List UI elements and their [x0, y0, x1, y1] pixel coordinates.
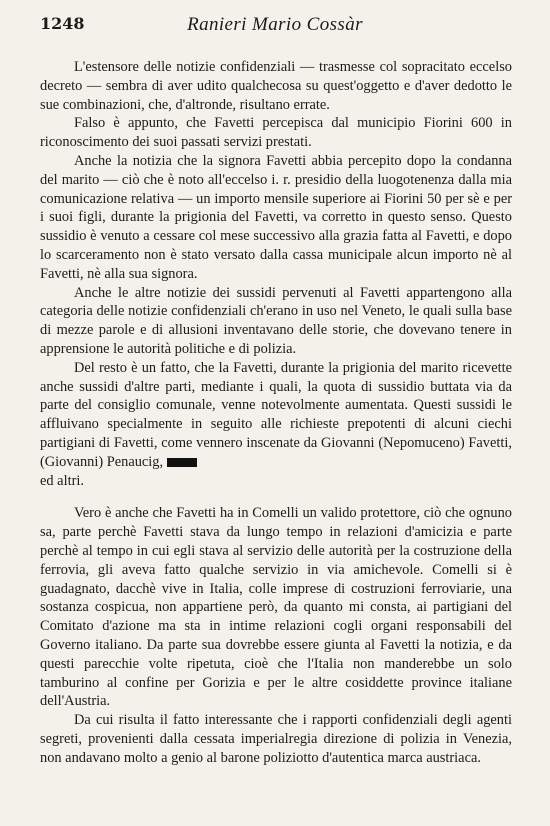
paragraph-1: L'estensore delle notizie confidenziali — trasmesse col sopracitato eccelso decreto — sembra di aver udito qualchecosa su quest'oggetto e d'aver dedotto le sue combinazioni, che, d'altronde, risultano errate. [40, 59, 512, 113]
running-title: Ranieri Mario Cossàr [187, 14, 363, 35]
section-gap [40, 490, 512, 504]
paragraph-3: Anche la notizia che la signora Favetti abbia percepito dopo la condanna del marito — ciò che è noto all'eccelso i. r. presidio della luogotenenza dalla mia comunicazione relativa — un importo mensile superiore ai Fiorini 50 per sè e per i suoi figli, durante la prigionia del Favetti, va corretto in questo senso. Questo sussidio è venuto a cessare col mese successivo alla grazia fatta al Favetti, e dopo lo scarceramento non è stato versato dalla cassa municipale alcun importo nè al Favetti, nè alla sua signora. [40, 152, 512, 282]
paragraph-2: Falso è appunto, che Favetti percepisca dal municipio Fiorini 600 in riconoscimento dei suoi passati servizi prestati. [40, 115, 512, 151]
redaction-mark [167, 458, 197, 467]
paragraph-4: Anche le altre notizie dei sussidi pervenuti al Favetti appartengono alla categoria delle notizie confidenziali ch'erano in uso nel Veneto, le quali sulla base di mezze parole e di allusioni inventavano delle storie, che dovevano tenere in apprensione le autorità politiche e di polizia. [40, 284, 512, 357]
paragraph-5 [40, 359, 512, 472]
paragraph-5-end: ed altri. [40, 472, 84, 489]
page-number: 1248 [40, 14, 85, 33]
paragraph-7: Da cui risulta il fatto interessante che i rapporti confidenziali degli agenti segreti, provenienti dalla cessata imperialregia direzione di polizia in Venezia, non andavano molto a genio al barone poliziotto d'autentica marca austriaca. [40, 712, 512, 766]
body-text [40, 58, 512, 767]
paragraph-6: Vero è anche che Favetti ha in Comelli un valido protettore, ciò che ognuno sa, parte perchè Favetti stava da lungo tempo in relazioni d'amicizia e parte perchè al tempo in cui egli stava al servizio delle autorità per la costruzione della ferrovia, gli aveva fatto qualche servizio in via amichevole. Comelli si è guadagnato, dacchè vive in Italia, colle imprese di costruzioni ferroviarie, una sostanza cospicua, non appartiene però, da quanto mi consta, ai partigiani del Comitato d'azione ma sta in intime relazioni cogli organi responsabili del Governo italiano. Da parte sua dovrebbe essere giunta al Favetti la notizia, e da questi parecchie volte ripetuta, cioè che l'Italia non manderebbe un solo tamburino al confine per Gorizia e per le altre cosiddette province italiane dell'Austria. [40, 505, 512, 710]
paragraph-5-text: Del resto è un fatto, che la Favetti, durante la prigionia del marito ricevette anche sussidi d'altre parti, mediante i quali, la quota di sussidio buttata via da parte del consiglio comunale, venne notevolmente aumentata. Questi sussidi le affluivano specialmente in seguito alle richieste prepotenti di alcuni ciechi partigiani di Favetti, come vennero inscenate da Giovanni (Nepomuceno) Favetti, (Giovanni) Penaucig, [40, 359, 512, 470]
